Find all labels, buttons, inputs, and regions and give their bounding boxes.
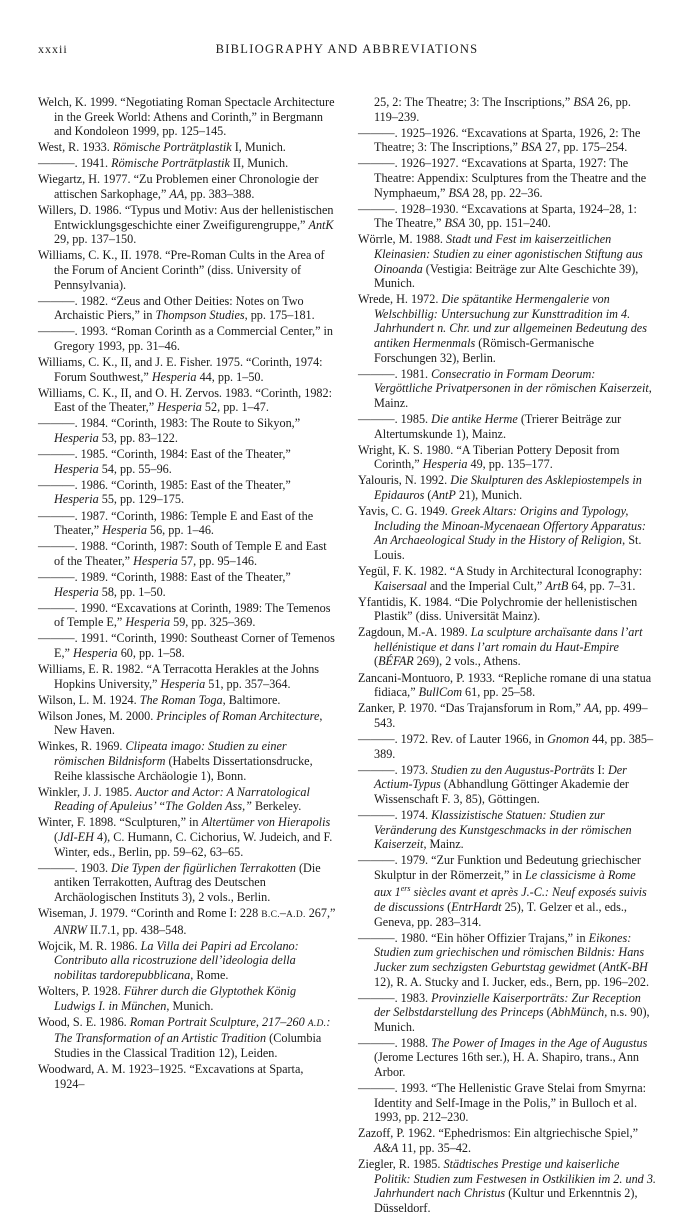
entry-text: Hesperia xyxy=(151,369,197,384)
entry-text: Hesperia xyxy=(102,523,147,538)
entry-text: Wojcik, M. R. 1986. xyxy=(38,938,141,953)
entry-text: Die Typen der figürlichen Terrakotten xyxy=(111,860,296,875)
entry-text: ———. 1986. “Corinth, 1985: East of the Theater,” xyxy=(38,477,291,492)
bibliography-entry xyxy=(38,386,336,415)
entry-text: , pp. 383–388. xyxy=(184,187,255,202)
entry-text: Hesperia xyxy=(54,461,99,476)
entry-text: Winkes, R. 1969. xyxy=(38,739,126,754)
bibliography-entry xyxy=(38,906,336,937)
bibliography-entry xyxy=(38,355,336,384)
entry-text: Eikones: Studien zum griechischen und römischen Bildnis: Hans Jucker zum sechzigsten Geburtstag gewidmet xyxy=(374,930,645,974)
entry-text: siècles avant et après J.-C.: Neuf exposés suivis de discussions xyxy=(374,885,647,915)
entry-text: Klassizistische Statuen: Studien zur Veränderung des Kunstgeschmacks in der römischen Kaiserzeit xyxy=(374,807,632,852)
bibliography-entry xyxy=(358,595,656,624)
entry-text: 61, pp. 25–58. xyxy=(462,685,536,700)
entry-text: Greek Altars: Origins and Typology, Including the Minoan-Mycenaean Offertory Apparatus: An Archaeological Study in the History of Religion xyxy=(374,504,646,548)
entry-text: ———. 1987. “Corinth, 1986: Temple E and East of the Theater,” xyxy=(38,508,314,538)
bibliography-entry xyxy=(38,294,336,323)
entry-text: Kaisersaal xyxy=(374,578,427,593)
entry-text: The Power of Images in the Age of Augustus xyxy=(431,1035,648,1050)
entry-text: Williams, C. K., II, and J. E. Fisher. 1975. “Corinth, 1974: Forum Southwest,” xyxy=(38,355,323,384)
bibliography-entry xyxy=(358,292,656,365)
entry-text: ers xyxy=(400,884,411,894)
entry-text: (Columbia Studies in the Classical Tradition 12), Leiden. xyxy=(54,1031,322,1060)
bibliography-entry xyxy=(38,785,336,814)
bibliography-entry xyxy=(358,443,656,472)
entry-text: AbhMünch xyxy=(550,1005,605,1020)
entry-text: 59, pp. 325–369. xyxy=(170,615,256,630)
entry-text: Hesperia xyxy=(422,457,468,472)
entry-text: 44, pp. 1–50. xyxy=(196,369,264,384)
entry-text: ———. 1989. “Corinth, 1988: East of the Theater,” xyxy=(38,569,291,584)
entry-text: La Villa dei Papiri ad Ercolano: Contributo alla ricostruzione dell’ideologia della nobilitas tardorepubblicana xyxy=(54,938,299,982)
entry-text: 4), C. Humann, C. Cichorius, W. Judeich, and F. Winter, eds., Berlin, pp. 59–62, 63–65. xyxy=(54,830,333,859)
bibliography-entry xyxy=(38,693,336,708)
bibliography-entry-continuation xyxy=(358,95,656,124)
entry-text: A&A xyxy=(374,1141,399,1156)
entry-text: ———. 1973. xyxy=(358,762,432,777)
entry-text: A.D. xyxy=(307,1018,327,1029)
bibliography-entry xyxy=(358,763,656,807)
entry-text: ANRW xyxy=(54,922,87,937)
entry-text: Die antike Herme xyxy=(431,411,518,426)
entry-text: The Roman Toga xyxy=(139,692,223,707)
entry-text: ———. 1926–1927. “Excavations at Sparta, 1927: The Theatre: Appendix: Sculptures from the Theatre and the Nymphaeum,” xyxy=(358,156,647,200)
running-head xyxy=(38,42,656,62)
bibliography-entry xyxy=(358,202,656,231)
entry-text: Yalouris, N. 1992. xyxy=(358,473,451,488)
bibliography-entry xyxy=(358,473,656,502)
entry-text: 26, pp. 119–239. xyxy=(374,95,631,124)
entry-text: Thompson Studies xyxy=(155,308,245,323)
entry-text: Zagdoun, M.-A. 1989. xyxy=(358,625,471,640)
entry-text: Hesperia xyxy=(157,400,202,415)
entry-text: Hesperia xyxy=(54,431,99,446)
entry-text: ———. 1903. xyxy=(38,860,112,875)
bibliography-entry xyxy=(38,172,336,201)
bibliography-entry xyxy=(38,509,336,538)
entry-text: B.C. xyxy=(261,909,280,920)
entry-text: 267,” xyxy=(305,905,336,920)
entry-text: II, Munich. xyxy=(229,156,289,171)
entry-text: JdI-EH xyxy=(58,830,94,844)
entry-text: Principles of Roman Architecture xyxy=(156,708,320,723)
entry-text: Woodward, A. M. 1923–1925. “Excavations at Sparta, 1924– xyxy=(38,1061,304,1091)
entry-text: Hesperia xyxy=(72,645,118,660)
entry-text: Winter, F. 1898. “Sculpturen,” in xyxy=(38,815,202,830)
entry-text: 49, pp. 135–177. xyxy=(467,457,553,472)
entry-text: (Römisch-Germanische Forschungen 32), Berlin. xyxy=(374,336,594,365)
entry-text: ———. 1984. “Corinth, 1983: The Route to Sikyon,” xyxy=(38,416,301,431)
entry-text: Williams, C. K., II, and O. H. Zervos. 1983. “Corinth, 1982: East of the Theater,” xyxy=(38,385,333,415)
entry-text: Welch, K. 1999. “Negotiating Roman Spectacle Architecture in the Greek World: Athens and Corinth,” in Bergmann and Kondoleon 1999, pp. 125–145. xyxy=(38,95,335,139)
entry-text: Die spätantike Hermengalerie von Welschbillig: Untersuchung zur Kunsttradition im 4. Jahrhundert n. Chr. und zur allgemeinen Bedeutung des antiken Hermenmals xyxy=(374,292,647,350)
entry-text: (Habelts Dissertationsdrucke, Reihe klassische Archäologie 1), Bonn. xyxy=(54,754,313,783)
entry-text: , Mainz. xyxy=(374,381,652,410)
entry-text: Zancani-Montuoro, P. 1933. “Repliche romane di una statua fidiaca,” xyxy=(358,670,652,700)
entry-text: Auctor and Actor: A Narratological Reading of Apuleius’ “The Golden Ass,” xyxy=(54,784,310,814)
bibliography-entry xyxy=(358,991,656,1035)
entry-text: , n.s. 90), Munich. xyxy=(374,1005,650,1034)
entry-text: ———. 1985. “Corinth, 1984: East of the Theater,” xyxy=(38,447,291,462)
entry-text: , Munich. xyxy=(166,998,214,1013)
entry-text: (Kultur und Erkenntnis 2), Düsseldorf. xyxy=(374,1186,638,1215)
entry-text: Clipeata imago: Studien zu einer römischen Bildnisform xyxy=(54,739,287,769)
bibliography-entry xyxy=(38,939,336,983)
entry-text: Der Actium-Typus xyxy=(374,762,627,792)
bibliography-entry xyxy=(38,248,336,292)
entry-text: ———. 1985. xyxy=(358,411,432,426)
entry-text: Wilson Jones, M. 2000. xyxy=(38,708,157,723)
entry-text: ———. 1925–1926. “Excavations at Sparta, 1926, 2: The Theatre; 3: The Inscriptions,” xyxy=(358,125,641,155)
entry-text: 269), 2 vols., Athens. xyxy=(413,654,521,669)
entry-text: , Baltimore. xyxy=(222,692,281,707)
entry-text: – xyxy=(279,905,286,920)
entry-text: BullCom xyxy=(418,685,462,700)
bibliography-entry xyxy=(358,808,656,852)
bibliography-entry xyxy=(38,324,336,353)
entry-text: ———. 1980. “Ein höher Offizier Trajans,” in xyxy=(358,930,589,945)
entry-text: West, R. 1933. xyxy=(38,140,113,155)
entry-text: A.D. xyxy=(285,909,306,920)
bibliography-entry xyxy=(358,853,656,929)
bibliography-entry xyxy=(358,1081,656,1125)
bibliography-entry xyxy=(358,1126,656,1155)
bibliography-entry xyxy=(38,662,336,691)
entry-text: EntrHardt xyxy=(451,900,502,915)
entry-text: 30, pp. 151–240. xyxy=(465,216,551,231)
entry-text: ———. 1941. xyxy=(38,156,112,171)
entry-text: Yavis, C. G. 1949. xyxy=(358,504,451,519)
entry-text: ———. 1990. “Excavations at Corinth, 1989: The Temenos of Temple E,” xyxy=(38,600,331,630)
entry-text: Führer durch die Glyptothek König Ludwigs I. in München xyxy=(54,983,297,1013)
entry-text: , pp. 499–543. xyxy=(374,701,648,730)
entry-text: ———. 1981. xyxy=(358,366,432,381)
bibliography-entry xyxy=(38,95,336,139)
bibliography-entry xyxy=(38,156,336,171)
entry-text: Gnomon xyxy=(547,731,590,746)
bibliography-entry xyxy=(38,416,336,445)
entry-text: BÉFAR xyxy=(378,654,414,669)
entry-text: 27, pp. 175–254. xyxy=(541,140,628,155)
entry-text: BSA xyxy=(521,140,542,155)
entry-text: , Mainz. xyxy=(423,837,464,852)
entry-text: , Rome. xyxy=(190,967,229,982)
bibliography-entry xyxy=(358,126,656,155)
entry-text: 44, pp. 385–389. xyxy=(374,731,654,761)
entry-text: ———. 1983. xyxy=(358,990,432,1005)
entry-text: 53, pp. 83–122. xyxy=(98,431,178,446)
entry-text: ———. 1928–1930. “Excavations at Sparta, 1924–28, 1: The Theatre,” xyxy=(358,201,637,231)
bibliography-entry xyxy=(358,367,656,411)
entry-text: Yegül, F. K. 1982. “A Study in Architectural Iconography: xyxy=(358,563,643,578)
entry-text: AntP xyxy=(431,487,456,502)
entry-text: Hesperia xyxy=(54,584,99,599)
bibliography-entry xyxy=(358,701,656,730)
entry-text: Consecratio in Formam Deorum: Vergöttliche Privatpersonen in der römischen Kaiserzeit xyxy=(374,366,649,396)
entry-text: (Abhandlung Göttinger Akademie der Wissenschaft F. 3, 85), Göttingen. xyxy=(374,777,629,806)
entry-text: ———. 1988. xyxy=(358,1035,432,1050)
entry-text: (Die antiken Terrakotten, Auftrag des Deutschen Archäologischen Instituts 3), 2 vols., Berlin. xyxy=(54,860,321,904)
entry-text: Zanker, P. 1970. “Das Trajansforum in Rom,” xyxy=(358,701,584,716)
entry-text: Hesperia xyxy=(133,553,178,568)
entry-text: 56, pp. 1–46. xyxy=(146,523,214,538)
bibliography-entry xyxy=(358,564,656,593)
bibliography-entry xyxy=(38,1015,336,1061)
entry-text: Stadt und Fest im kaiserzeitlichen Kleinasien: Studien zu einer agonistischen Stiftung aus Oinoanda xyxy=(374,232,643,276)
entry-text: Studien zu den Augustus-Porträts xyxy=(431,762,595,777)
entry-text: La sculpture archaïsante dans l’art hellénistique et dans l’art romain du Haut-Empire xyxy=(374,625,643,654)
entry-text: Williams, E. R. 1982. “A Terracotta Herakles at the Johns Hopkins University,” xyxy=(38,661,320,691)
entry-text: ———. 1982. “Zeus and Other Deities: Notes on Two Archaistic Piers,” in xyxy=(38,293,304,323)
entry-text: Städtisches Prestige und kaiserliche Politik: Studien zum Festwesen in Ostkilikien im 2. und 3. Jahrhundert nach Christus xyxy=(374,1157,656,1201)
entry-text: Wörrle, M. 1988. xyxy=(358,232,447,247)
entry-text: 11, pp. 35–42. xyxy=(398,1141,472,1156)
entry-text: I, Munich. xyxy=(231,140,286,155)
bibliography-entry xyxy=(38,984,336,1013)
entry-text: ( xyxy=(54,830,59,844)
entry-text: ( xyxy=(424,487,432,502)
running-title: BIBLIOGRAPHY AND ABBREVIATIONS xyxy=(215,42,479,56)
bibliography-entry xyxy=(358,1036,656,1080)
entry-text: II.7.1, pp. 438–548. xyxy=(86,922,187,937)
entry-text: Wiegartz, H. 1977. “Zu Problemen einer Chronologie der attischen Sarkophage,” xyxy=(38,172,319,202)
entry-text: Wright, K. S. 1980. “A Tiberian Pottery Deposit from Corinth,” xyxy=(358,442,620,472)
entry-text: 58, pp. 1–50. xyxy=(98,584,166,599)
bibliography-entry xyxy=(38,140,336,155)
bibliography-entry xyxy=(358,412,656,441)
entry-text: 51, pp. 357–364. xyxy=(205,676,291,691)
entry-text: BSA xyxy=(448,185,470,200)
entry-text: Wood, S. E. 1986. xyxy=(38,1014,130,1029)
entry-text: Hesperia xyxy=(160,676,206,691)
entry-text: 12), R. A. Stucky and I. Jucker, eds., Bern, pp. 196–202. xyxy=(374,974,650,989)
entry-text: BSA xyxy=(573,95,595,109)
entry-text: ( xyxy=(444,900,452,915)
entry-text: Berkeley. xyxy=(251,799,302,814)
entry-text: Zazoff, P. 1962. “Ephedrismos: Ein altgriechische Spiel,” xyxy=(358,1126,639,1141)
entry-text: (Jerome Lectures 16th ser.), H. A. Shapiro, trans., Ann Arbor. xyxy=(374,1050,640,1080)
bibliography-entry xyxy=(38,815,336,859)
entry-text: Hesperia xyxy=(125,615,171,630)
entry-text: (Vestigia: Beiträge zur Alte Geschichte 39), Munich. xyxy=(374,261,639,291)
entry-text: 57, pp. 95–146. xyxy=(177,553,258,568)
entry-text: 21), Munich. xyxy=(455,487,523,502)
entry-text: AA xyxy=(583,701,599,716)
entry-text: ———. 1988. “Corinth, 1987: South of Temple E and East of the Theater,” xyxy=(38,539,327,568)
entry-text: Wolters, P. 1928. xyxy=(38,983,124,998)
bibliography-entry xyxy=(358,732,656,761)
entry-text: ( xyxy=(374,654,379,669)
entry-text: ( xyxy=(595,959,603,974)
bibliography-entry xyxy=(38,739,336,783)
entry-text: 64, pp. 7–31. xyxy=(568,578,636,593)
bibliography-entry xyxy=(358,931,656,989)
entry-text: ———. 1972. Rev. of Lauter 1966, in xyxy=(358,731,548,746)
entry-text: ArtB xyxy=(545,578,569,593)
entry-text: 55, pp. 129–175. xyxy=(98,492,184,507)
entry-text: ———. 1979. “Zur Funktion und Bedeutung griechischer Skulptur in der Römerzeit,” in xyxy=(358,853,641,882)
entry-text: Römische Porträtplastik xyxy=(112,140,232,155)
bibliography-entry xyxy=(38,1062,336,1091)
entry-text: Die Skulpturen des Asklepiostempels in Epidauros xyxy=(374,473,642,502)
entry-text: ( xyxy=(543,1005,551,1020)
entry-text: ———. 1993. “Roman Corinth as a Commercial Center,” in Gregory 1993, pp. 31–46. xyxy=(38,324,333,353)
entry-text: AntK xyxy=(308,217,334,232)
entry-text: , New Haven. xyxy=(54,708,323,738)
bibliography-entry xyxy=(38,447,336,476)
entry-text: Provinzielle Kaiserporträts: Zur Reception der Selbstdarstellung des Princeps xyxy=(374,990,641,1020)
entry-text: Winkler, J. J. 1985. xyxy=(38,784,136,799)
entry-text: ———. 1991. “Corinth, 1990: Southeast Corner of Temenos E,” xyxy=(38,631,335,660)
entry-text: AA xyxy=(169,187,185,202)
bibliography-entry xyxy=(38,539,336,568)
entry-text: Ziegler, R. 1985. xyxy=(358,1157,444,1172)
entry-text: ———. 1993. “The Hellenistic Grave Stelai from Smyrna: Identity and Self-Image in the Polis,” in Bulloch et al. 1993, pp. 212–230. xyxy=(358,1081,647,1125)
entry-text: , St. Louis. xyxy=(374,533,642,562)
entry-text: Wilson, L. M. 1924. xyxy=(38,692,140,707)
entry-text: and the Imperial Cult,” xyxy=(426,578,546,593)
entry-text: BSA xyxy=(444,216,466,231)
entry-text: 25, 2: The Theatre; 3: The Inscriptions,” xyxy=(374,95,574,109)
entry-text: 54, pp. 55–96. xyxy=(98,461,172,476)
bibliography-entry xyxy=(38,203,336,247)
bibliography-entry xyxy=(358,671,656,700)
bibliography-entry xyxy=(38,861,336,905)
entry-text: Williams, C. K., II. 1978. “Pre-Roman Cults in the Area of the Forum of Ancient Corinth” (diss. University of Pennsylvania). xyxy=(38,248,325,292)
entry-text: Wiseman, J. 1979. “Corinth and Rome I: 228 xyxy=(38,905,262,920)
bibliography-entry xyxy=(38,631,336,660)
entry-text: 60, pp. 1–58. xyxy=(117,645,185,660)
entry-text: Römische Porträtplastik xyxy=(111,156,230,171)
entry-text: Le classicisme à Rome aux 1 xyxy=(374,867,636,900)
entry-text: , pp. 175–181. xyxy=(244,308,315,323)
entry-text: Hesperia xyxy=(54,492,99,507)
bibliography-entry xyxy=(358,232,656,290)
bibliography-entry xyxy=(38,709,336,738)
bibliography-column-left xyxy=(38,95,336,1093)
bibliography-entry xyxy=(38,570,336,599)
bibliography-entry xyxy=(358,504,656,562)
bibliography-entry xyxy=(38,601,336,630)
entry-text: (Trierer Beiträge zur Altertumskunde 1), Mainz. xyxy=(374,411,622,441)
bibliography-entry xyxy=(358,156,656,200)
bibliography-column-right xyxy=(358,95,656,1217)
bibliography-entry xyxy=(38,478,336,507)
entry-text: Wrede, H. 1972. xyxy=(358,292,442,307)
entry-text: Yfantidis, K. 1984. “Die Polychromie der hellenistischen Plastik” (diss. Universität Mainz). xyxy=(358,594,638,624)
entry-text: Roman Portrait Sculpture, 217–260 xyxy=(129,1014,308,1029)
entry-text: Willers, D. 1986. “Typus und Motiv: Aus der hellenistischen Entwicklungsgeschichte einer Zweifigurengruppe,” xyxy=(38,203,334,232)
entry-text: I: xyxy=(594,762,608,777)
bibliography-entry xyxy=(358,1157,656,1215)
bibliography-entry xyxy=(358,625,656,669)
entry-text: AntK-BH xyxy=(602,959,648,974)
entry-text: Altertümer von Hierapolis xyxy=(201,815,331,830)
page-number: xxxii xyxy=(38,42,68,56)
entry-text: ———. 1974. xyxy=(358,807,432,822)
entry-text: 29, pp. 137–150. xyxy=(54,232,137,247)
entry-text: 52, pp. 1–47. xyxy=(201,400,269,415)
entry-text: 25), T. Gelzer et al., eds., Geneva, pp. 283–314. xyxy=(374,900,627,929)
entry-text: 28, pp. 22–36. xyxy=(469,185,543,200)
entry-text: : The Transformation of an Artistic Tradition xyxy=(54,1014,331,1046)
